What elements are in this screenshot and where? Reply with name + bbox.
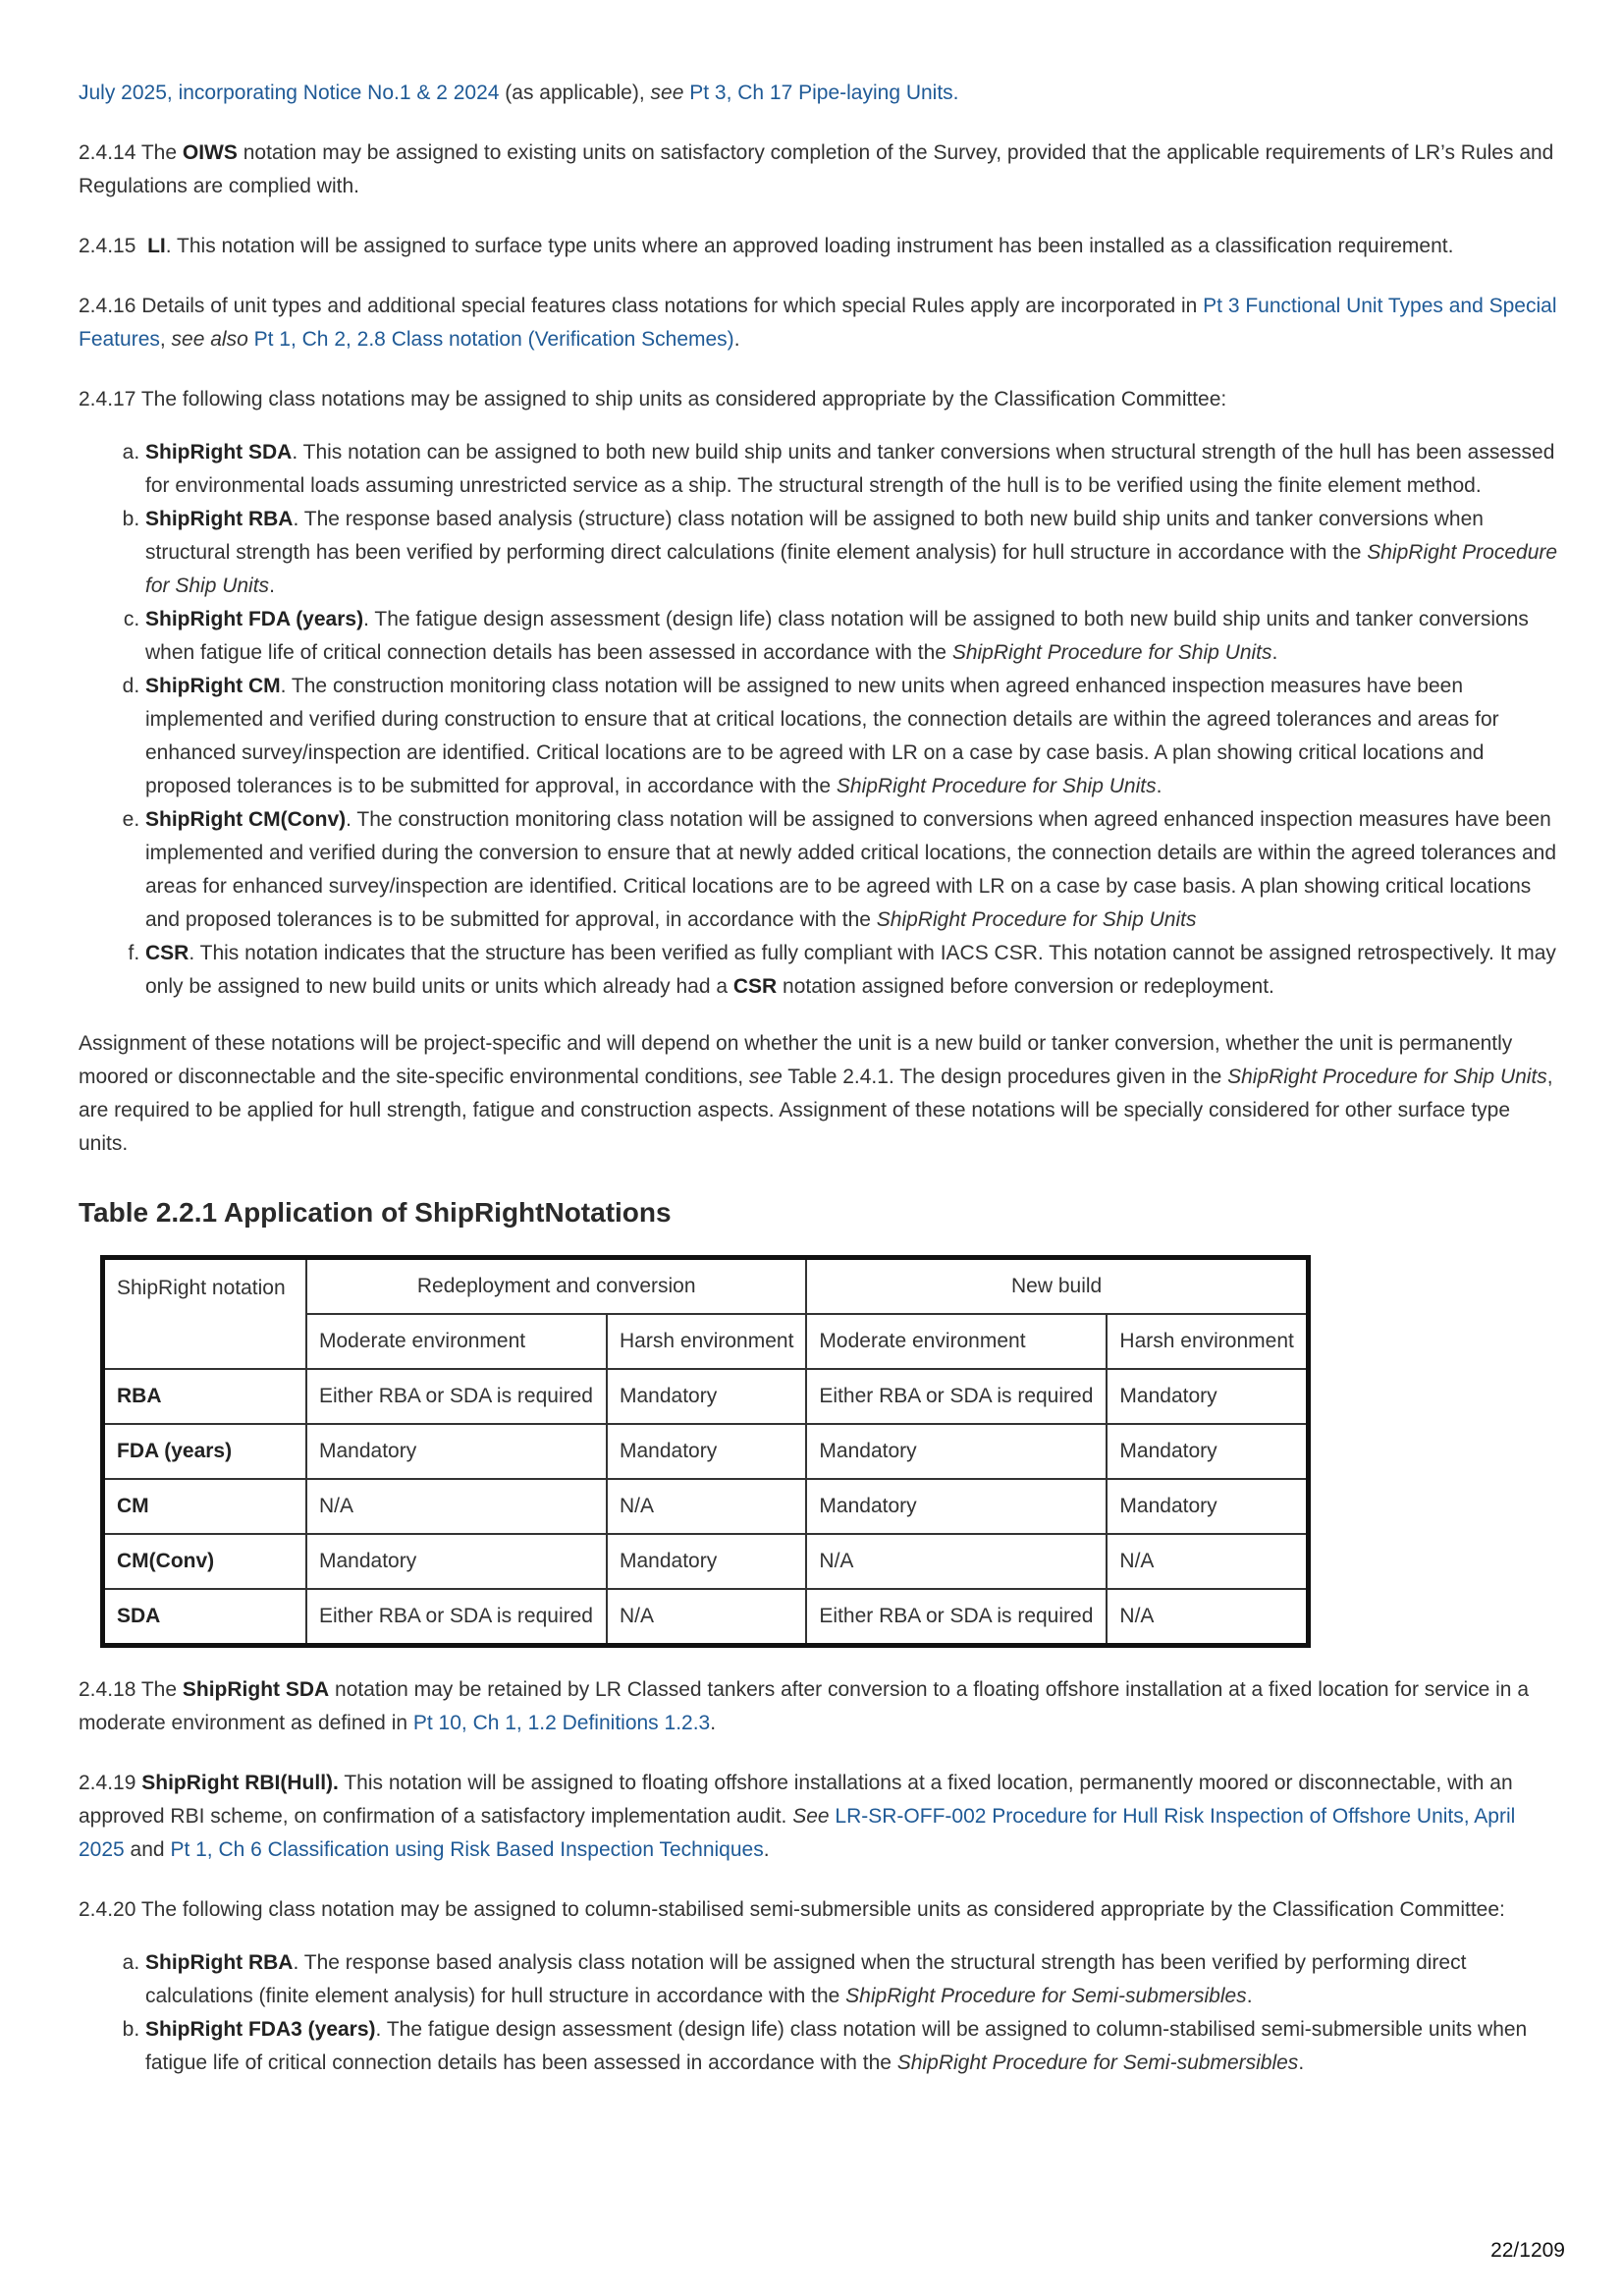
procedure-title: ShipRight Procedure for Semi-submersibles [845, 1985, 1247, 2007]
paragraph-2-4-15 [79, 230, 1561, 263]
table-cell: Either RBA or SDA is required [306, 1369, 607, 1424]
link-pt1-ch2-2-8[interactable]: Pt 1, Ch 2, 2.8 Class notation (Verification Schemes) [253, 328, 734, 351]
text: (as applicable), [499, 82, 651, 104]
table-row [103, 1479, 1309, 1534]
page-number: 22/1209 [1490, 2239, 1565, 2262]
table-cell: Mandatory [1107, 1369, 1308, 1424]
paragraph-2-4-16 [79, 290, 1561, 356]
paragraph-2-4-17 [79, 383, 1561, 416]
text: . [1298, 2051, 1305, 2074]
table-cell: N/A [1107, 1534, 1308, 1589]
procedure-title: ShipRight Procedure for Ship Units [1227, 1066, 1547, 1088]
text: 2.4.15 [79, 235, 148, 257]
table-cell: Mandatory [306, 1534, 607, 1589]
notation-shipright-rbi: ShipRight RBI(Hull). [141, 1772, 339, 1794]
italic-see: See [792, 1805, 830, 1828]
list-item [145, 603, 1561, 670]
text: . The fatigue design assessment (design life) class notation will be assigned to both new build ship units and tanker conversions when fatigue life of critical connection details has been assessed in accordance with the [145, 608, 1529, 664]
table-cell: N/A [607, 1589, 806, 1646]
link-pt3-functional-unit-types[interactable]: Pt 3 Functional Unit Types and Special Features [79, 295, 1557, 351]
table-cell-notation: CM [103, 1479, 307, 1534]
text: 2.4.17 The following class notations may be assigned to ship units as considered appropriate by the Classification Committee: [79, 388, 1227, 410]
link-pt1-ch6[interactable]: Pt 1, Ch 6 Classification using Risk Based Inspection Techniques [170, 1838, 764, 1861]
paragraph-2-4-14 [79, 137, 1561, 203]
table-cell-notation: CM(Conv) [103, 1534, 307, 1589]
table-cell: Either RBA or SDA is required [306, 1589, 607, 1646]
list-ship-unit-notations [79, 436, 1561, 1004]
table-row [103, 1534, 1309, 1589]
text: . The fatigue design assessment (design life) class notation will be assigned to column-stabilised semi-submersible units when fatigue life of critical connection details has been assessed in accordance with the [145, 2018, 1528, 2074]
procedure-title: ShipRight Procedure for Ship Units [951, 641, 1272, 664]
table-cell-notation: FDA (years) [103, 1424, 307, 1479]
table-header-notation: ShipRight notation [103, 1258, 307, 1370]
notation-name: ShipRight CM [145, 675, 281, 697]
notation-shipright-sda: ShipRight SDA [182, 1678, 330, 1701]
table-row [103, 1424, 1309, 1479]
list-item [145, 1946, 1561, 2013]
table-cell: Mandatory [1107, 1479, 1308, 1534]
paragraph-2-4-18 [79, 1673, 1561, 1740]
link-rules-july-2025[interactable]: July 2025, incorporating Notice No.1 & 2 2024 [79, 82, 500, 104]
list-item [145, 436, 1561, 503]
notation-csr: CSR [145, 942, 189, 964]
list-item [145, 670, 1561, 803]
notation-oiws: OIWS [182, 141, 238, 164]
notation-csr: CSR [732, 975, 778, 998]
text: notation may be retained by LR Classed tankers after conversion to a floating offshore installation at a fixed location for service in a moderate environment as defined in [79, 1678, 1529, 1734]
table-cell: N/A [806, 1534, 1107, 1589]
table-cell: Mandatory [306, 1424, 607, 1479]
notation-name: ShipRight SDA [145, 441, 293, 464]
text: . [1271, 641, 1278, 664]
italic-see: see [650, 82, 684, 104]
table-subheader: Harsh environment [1107, 1314, 1308, 1369]
text: . The response based analysis class notation will be assigned when the structural strength has been verified by performing direct calculations (finite element analysis) for hull structure in accordance with the [145, 1951, 1467, 2007]
procedure-title: ShipRight Procedure for Semi-submersibles [896, 2051, 1299, 2074]
table-row [103, 1589, 1309, 1646]
text: 2.4.20 The following class notation may be assigned to column-stabilised semi-submersible units as considered appropriate by the Classification Committee: [79, 1898, 1505, 1921]
paragraph-2-4-20 [79, 1893, 1561, 1927]
notation-name: ShipRight CM(Conv) [145, 808, 347, 831]
shipright-notations-table [100, 1255, 1311, 1648]
table-header-redeployment: Redeployment and conversion [306, 1258, 806, 1315]
notation-li: LI [147, 235, 166, 257]
italic-see-also: see also [171, 328, 248, 351]
text: . [1246, 1985, 1253, 2007]
table-cell: N/A [607, 1479, 806, 1534]
text: Assignment of these notations will be project-specific and will depend on whether the unit is a new build or tanker conversion, whether the unit is permanently moored or disconnectable and the site-specific environmental conditions, [79, 1032, 1513, 1088]
text: . [269, 574, 275, 597]
text: . This notation indicates that the structure has been verified as fully compliant with IACS CSR. This notation cannot be assigned retrospectively. It may only be assigned to new build units or units which already had a [145, 942, 1556, 998]
procedure-title: ShipRight Procedure for Ship Units [876, 908, 1197, 931]
paragraph-continuation [79, 77, 1561, 110]
notation-name: ShipRight RBA [145, 1951, 294, 1974]
table-cell-notation: SDA [103, 1589, 307, 1646]
text: . [710, 1712, 717, 1734]
text: 2.4.16 Details of unit types and additional special features class notations for which special Rules apply are incorporated in [79, 295, 1204, 317]
text: . [1156, 775, 1162, 797]
list-item [145, 503, 1561, 603]
table-title: Table 2.2.1 Application of ShipRightNotations [79, 1197, 672, 1228]
notation-name: ShipRight FDA (years) [145, 608, 364, 630]
notation-name: ShipRight FDA3 (years) [145, 2018, 376, 2041]
text: notation assigned before conversion or redeployment. [777, 975, 1274, 998]
text: . [763, 1838, 770, 1861]
list-semi-submersible-notations [79, 1946, 1561, 2080]
table-row [103, 1369, 1309, 1424]
list-item [145, 803, 1561, 937]
table-cell: Mandatory [1107, 1424, 1308, 1479]
table-cell: Mandatory [607, 1534, 806, 1589]
text: , are required to be applied for hull strength, fatigue and construction aspects. Assignment of these notations will be specially considered for other surface type units. [79, 1066, 1553, 1155]
text: . The response based analysis (structure) class notation will be assigned to both new build ship units and tanker conversions when structural strength has been verified by performing direct calculations (finite element analysis) for hull structure in accordance with the [145, 508, 1484, 564]
text: This notation will be assigned to floating offshore installations at a fixed location, permanently moored or disconnectable, with an approved RBI scheme, on confirmation of a satisfactory implementation audit. [79, 1772, 1513, 1828]
link-lr-sr-off-002[interactable]: LR-SR-OFF-002 Procedure for Hull Risk Inspection of Offshore Units, April 2025 [79, 1805, 1516, 1861]
procedure-title: ShipRight Procedure for Ship Units [836, 775, 1157, 797]
link-pt3-ch17[interactable]: Pt 3, Ch 17 Pipe-laying Units. [689, 82, 959, 104]
document-content [79, 77, 1561, 2104]
table-subheader: Moderate environment [806, 1314, 1107, 1369]
text: 2.4.14 The [79, 141, 183, 164]
list-item [145, 937, 1561, 1004]
table-cell: Mandatory [806, 1424, 1107, 1479]
procedure-title: ShipRight Procedure for Ship Units [145, 541, 1558, 597]
text: . The construction monitoring class notation will be assigned to new units when agreed enhanced inspection measures have been implemented and verified during construction to ensure that at critical locations, the connection details are within the agreed tolerances and areas for enhanced survey/inspection are identified. Critical locations are to be agreed with LR on a case by case basis. A plan showing critical locations and proposed tolerances is to be submitted for approval, in accordance with the [145, 675, 1499, 797]
table-cell: Mandatory [607, 1424, 806, 1479]
text: 2.4.18 The [79, 1678, 183, 1701]
text: , [159, 328, 172, 351]
table-subheader: Moderate environment [306, 1314, 607, 1369]
text: . This notation can be assigned to both new build ship units and tanker conversions when structural strength of the hull has been assessed for environmental loads assuming unrestricted service as a ship. The structural strength of the hull is to be verified using the finite element method. [145, 441, 1555, 497]
table-cell: Mandatory [607, 1369, 806, 1424]
text: . [733, 328, 740, 351]
text: 2.4.19 [79, 1772, 142, 1794]
table-header-row [103, 1258, 1309, 1315]
text: and [124, 1838, 171, 1861]
table-cell: Either RBA or SDA is required [806, 1369, 1107, 1424]
text: . The construction monitoring class notation will be assigned to conversions when agreed enhanced inspection measures have been implemented and verified during the conversion to ensure that at newly added critical locations, the connection details are within the agreed tolerances and areas for enhanced survey/inspection are identified. Critical locations are to be agreed with LR on a case by case basis. A plan showing critical locations and proposed tolerances is to be submitted for approval, in accordance with the [145, 808, 1557, 931]
table-cell: Mandatory [806, 1479, 1107, 1534]
list-item [145, 2013, 1561, 2080]
table-cell: N/A [1107, 1589, 1308, 1646]
italic-see: see [748, 1066, 783, 1088]
paragraph-2-4-19 [79, 1767, 1561, 1867]
text: . This notation will be assigned to surface type units where an approved loading instrument has been installed as a classification requirement. [165, 235, 1454, 257]
link-pt10-ch1-1-2[interactable]: Pt 10, Ch 1, 1.2 Definitions 1.2.3 [412, 1712, 711, 1734]
text: Table 2.4.1. The design procedures given in the [782, 1066, 1228, 1088]
table-cell-notation: RBA [103, 1369, 307, 1424]
table-subheader: Harsh environment [607, 1314, 806, 1369]
table-header-new-build: New build [806, 1258, 1308, 1315]
table-cell: N/A [306, 1479, 607, 1534]
text: notation may be assigned to existing units on satisfactory completion of the Survey, provided that the applicable requirements of LR’s Rules and Regulations are complied with. [79, 141, 1554, 197]
table-cell: Either RBA or SDA is required [806, 1589, 1107, 1646]
paragraph-assignment [79, 1027, 1561, 1161]
notation-name: ShipRight RBA [145, 508, 294, 530]
